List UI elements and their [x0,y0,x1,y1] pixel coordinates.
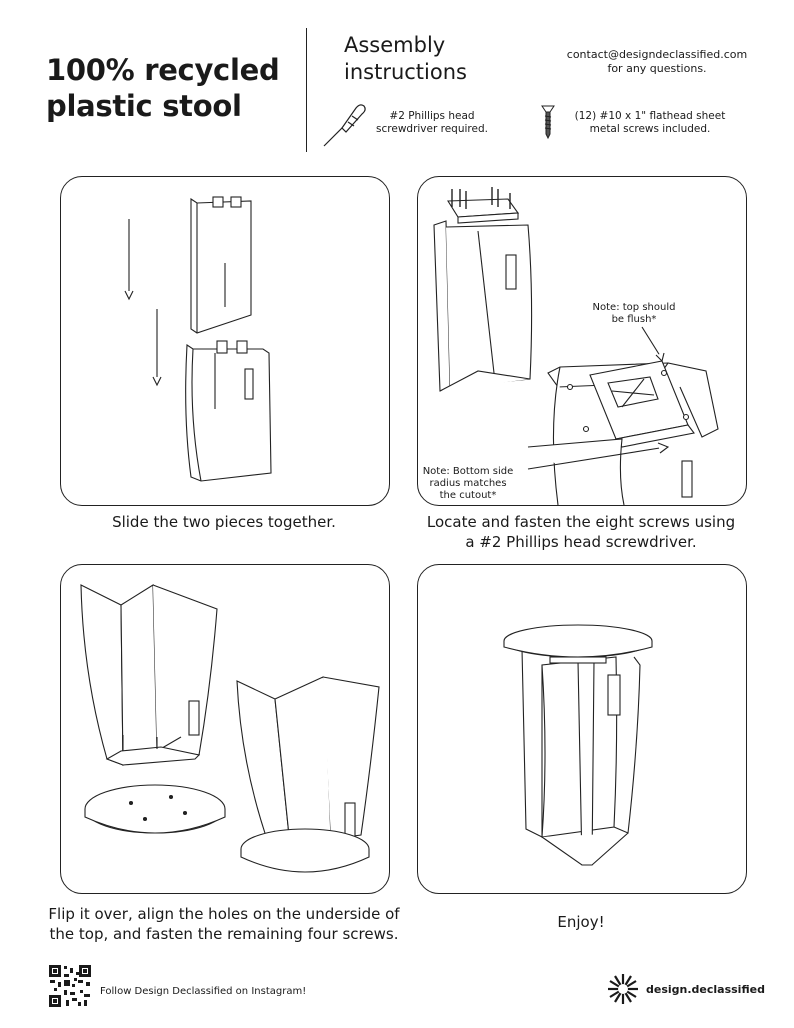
assembly-line-2: instructions [344,60,467,84]
follow-instagram-text[interactable]: Follow Design Declassified on Instagram! [100,986,307,997]
step-2-panel [417,176,747,506]
screw-icon [540,104,556,140]
contact-email[interactable]: contact@designdeclassified.com [566,48,748,61]
step-3-caption [28,904,420,944]
contact-info [552,48,762,76]
brand-name: design.declassified [646,983,765,996]
note-bottom-line-2: radius matches [429,478,507,489]
step-1-caption-line-1: Slide the two pieces together. [112,513,336,531]
note-top-line-2: be flush* [611,314,657,325]
note-top-line-1: Note: top should [592,302,676,313]
step-1-caption [60,512,388,532]
step-2-caption-line-1: Locate and fasten the eight screws using [426,513,736,531]
tool2-line-2: metal screws included. [589,123,711,135]
assembly-line-1: Assembly [344,33,446,57]
note-bottom-line-3: the cutout* [439,490,497,501]
flip-and-fasten-illustration [61,565,389,893]
fasten-screws-illustration [418,177,746,505]
qr-code-icon[interactable] [48,964,92,1008]
step-4-caption-line-1: Enjoy! [557,913,605,931]
finished-stool-illustration [418,565,746,893]
tool-screwdriver-text [368,110,496,136]
step-3-caption-line-2: the top, and fasten the remaining four screws. [49,925,399,943]
step-2-caption-line-2: a #2 Phillips head screwdriver. [465,533,697,551]
tool-screws-text [566,110,734,136]
step-4-panel [417,564,747,894]
step-3-caption-line-1: Flip it over, align the holes on the underside of [48,905,400,923]
page-title [46,52,279,124]
title-line-1: 100% recycled [46,53,280,87]
title-line-2: plastic stool [46,89,242,123]
step-1-panel [60,176,390,506]
step-2-caption [405,512,757,552]
note-bottom-line-1: Note: Bottom side [422,466,514,477]
sunburst-logo-icon [606,972,640,1006]
tool1-line-2: screwdriver required. [376,123,488,135]
header-divider [306,28,307,152]
step-4-caption [417,912,745,932]
screwdriver-icon [318,98,374,152]
tool1-line-1: #2 Phillips head [389,110,475,122]
assembly-heading [344,32,467,86]
step-3-panel [60,564,390,894]
contact-note: for any questions. [607,62,707,75]
tool2-line-1: (12) #10 x 1" flathead sheet [574,110,726,122]
slide-pieces-illustration [61,177,389,505]
